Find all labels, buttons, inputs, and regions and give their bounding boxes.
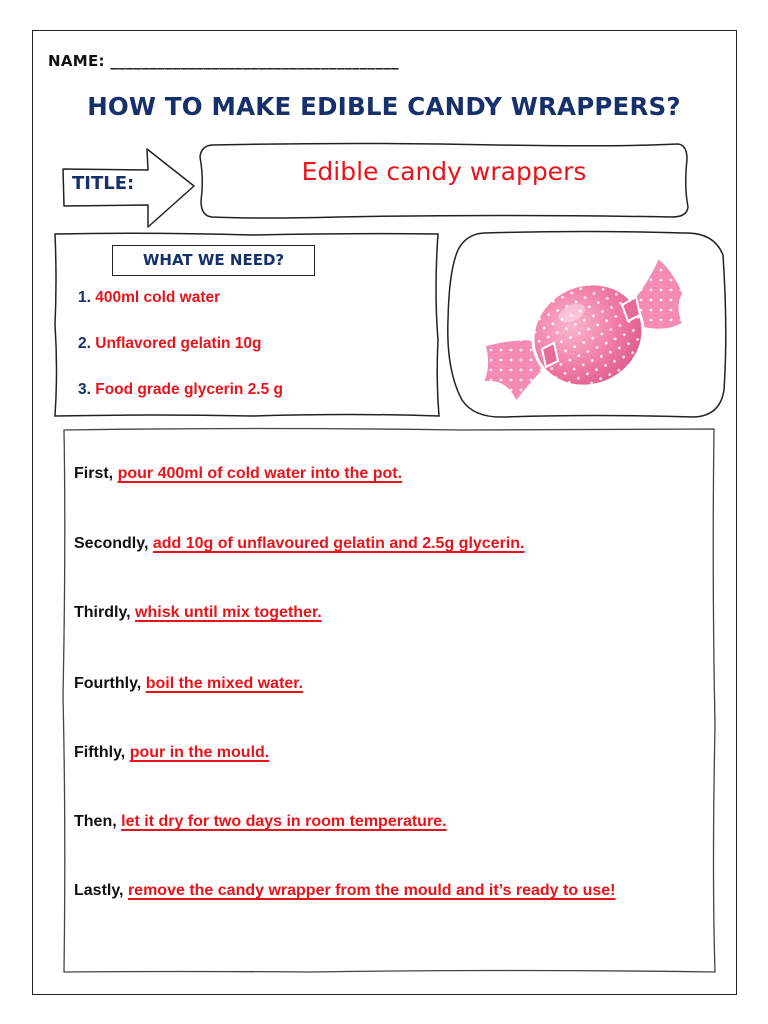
step-lead: Then, <box>74 813 117 830</box>
item-text: 400ml cold water <box>95 289 221 306</box>
step-text: boil the mixed water. <box>145 675 304 692</box>
list-item <box>78 335 261 353</box>
step-then <box>74 792 710 852</box>
item-number: 2. <box>78 335 91 352</box>
step-fifthly <box>74 723 710 783</box>
step-lastly <box>74 861 710 921</box>
step-text: pour 400ml of cold water into the pot. <box>117 465 403 482</box>
step-text: add 10g of unflavoured gelatin and 2.5g glycerin. <box>152 535 525 552</box>
item-text: Food grade glycerin 2.5 g <box>95 381 284 398</box>
needs-header: WHAT WE NEED? <box>112 245 315 276</box>
item-text: Unflavored gelatin 10g <box>95 335 262 352</box>
name-blank[interactable]: _____________________________________ <box>110 52 399 70</box>
step-text: let it dry for two days in room temperature. <box>121 813 447 830</box>
step-secondly <box>74 514 710 574</box>
page-title: HOW TO MAKE EDIBLE CANDY WRAPPERS? <box>87 92 681 121</box>
title-value: Edible candy wrappers <box>301 157 587 186</box>
step-lead: Fifthly, <box>74 744 126 761</box>
item-number: 3. <box>78 381 91 398</box>
step-text: pour in the mould. <box>129 744 270 761</box>
list-item <box>78 289 220 307</box>
step-thirdly <box>74 583 710 643</box>
candy-icon <box>476 245 702 405</box>
step-lead: Lastly, <box>74 882 124 899</box>
step-lead: First, <box>74 465 114 482</box>
step-text: whisk until mix together. <box>135 604 322 621</box>
item-number: 1. <box>78 289 91 306</box>
step-first <box>74 444 710 504</box>
step-lead: Secondly, <box>74 535 149 552</box>
step-lead: Fourthly, <box>74 675 142 692</box>
step-text: remove the candy wrapper from the mould and it’s ready to use! <box>127 882 616 899</box>
name-label: NAME: <box>48 52 105 70</box>
list-item <box>78 381 283 399</box>
step-lead: Thirdly, <box>74 604 131 621</box>
step-fourthly <box>74 654 710 714</box>
name-line <box>48 52 399 70</box>
title-label: TITLE: <box>72 173 135 194</box>
